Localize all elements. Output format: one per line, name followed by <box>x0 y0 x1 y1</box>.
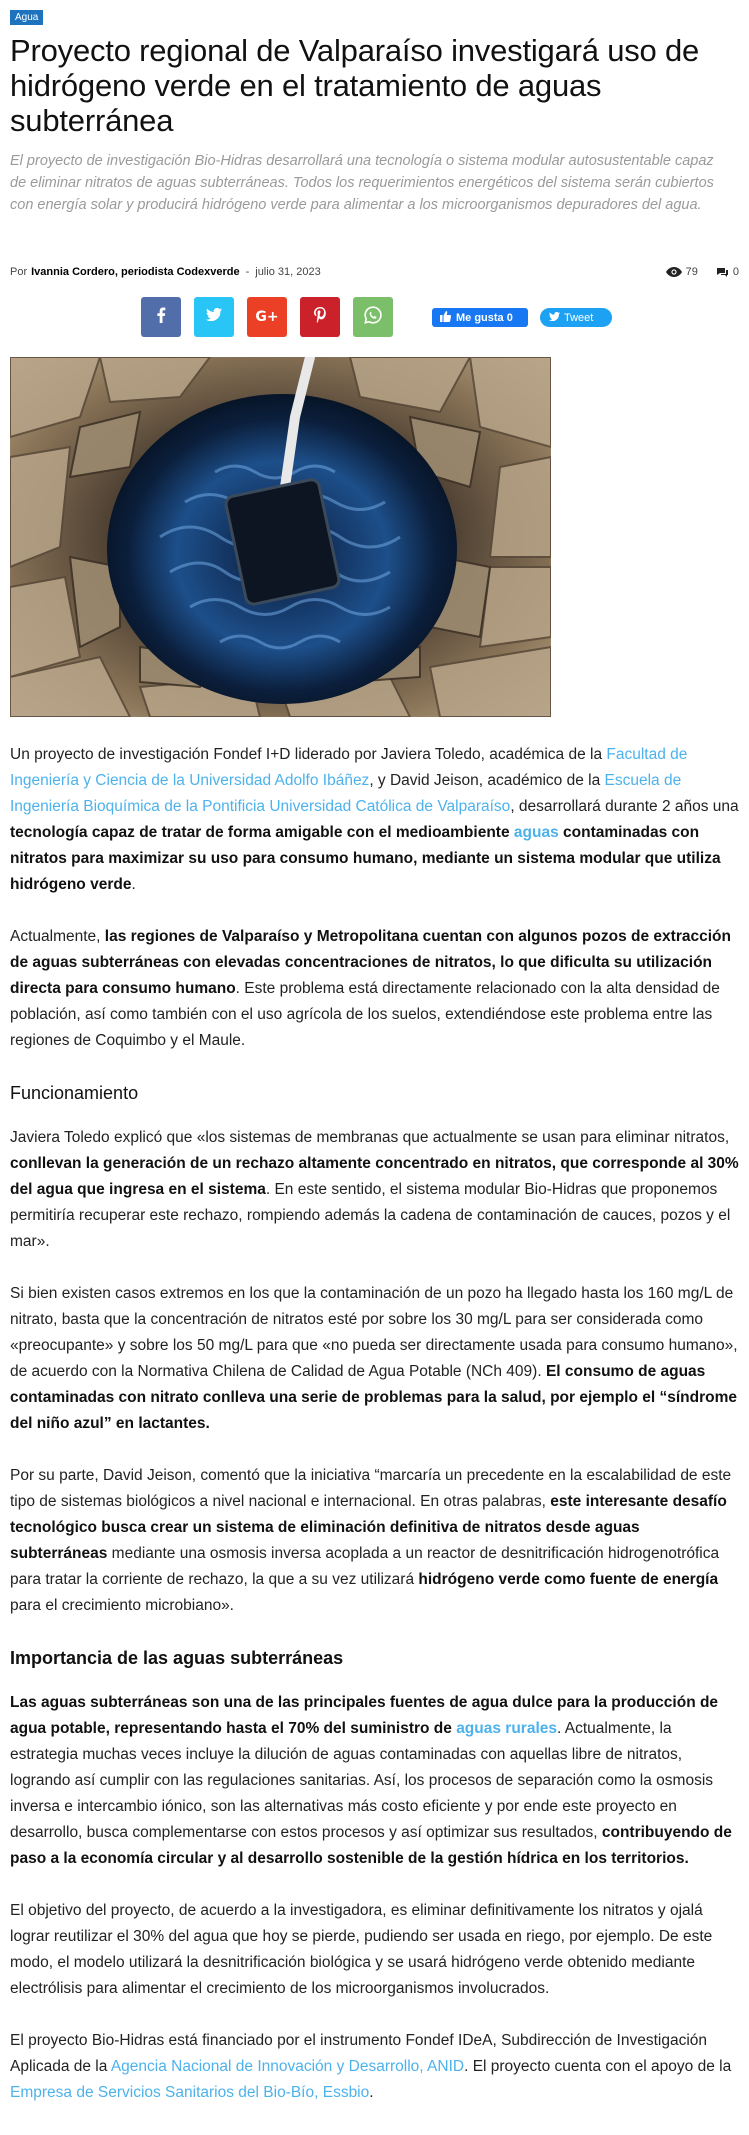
googleplus-share-button[interactable] <box>247 297 287 337</box>
facebook-share-button[interactable] <box>141 297 181 337</box>
tweet-button[interactable] <box>540 308 612 327</box>
eye-icon <box>666 267 682 277</box>
whatsapp-icon <box>364 306 382 329</box>
comments-count[interactable]: 0 <box>732 266 739 278</box>
twitter-bird-icon <box>206 308 222 326</box>
category-tag[interactable]: Agua <box>10 10 43 25</box>
paragraph: Un proyecto de investigación Fondef I+D liderado por Javiera Toledo, académica de la Facultad de Ingeniería y Ciencia de la Universidad Adolfo Ibáñez, y David Jeison, académico de la Escuela de Ingeniería Bioquímica de la Pontificia Universidad Católica de Valparaíso, desarrollará durante 2 años una tecnología capaz de tratar de forma amigable con el medioambiente aguas contaminadas con nitratos para maximizar su uso para consumo humano, mediante un sistema modular que utiliza hidrógeno verde. <box>10 746 739 893</box>
paragraph: El proyecto Bio-Hidras está financiado por el instrumento Fondef IDeA, Subdirección de Investigación Aplicada de la Agencia Nacional de Innovación y Desarrollo, ANID. El proyecto cuenta con el apoyo de la Empresa de Servicios Sanitarios del Bio-Bío, Essbio. <box>10 2032 732 2101</box>
link-uai[interactable]: Facultad de Ingeniería y Ciencia de la Universidad Adolfo Ibáñez <box>10 746 688 789</box>
author-link[interactable]: Ivannia Cordero, periodista Codexverde <box>31 266 240 278</box>
twitter-small-icon <box>549 312 560 324</box>
paragraph: Si bien existen casos extremos en los que la contaminación de un pozo ha llegado hasta los 160 mg/L de nitrato, basta que la concentración de nitratos esté por sobre los 30 mg/L para ser considerada como «preocupante» y sobre los 50 mg/L para que «no pueda ser directamente usada para consumo humano», de acuerdo con la Normativa Chilena de Calidad de Agua Potable (NCh 409). El consumo de aguas contaminadas con nitrato conlleva una serie de problemas para la salud, por ejemplo el “síndrome del niño azul” en lactantes. <box>10 1285 738 1432</box>
link-aguas[interactable]: aguas <box>513 824 559 841</box>
paragraph: Javiera Toledo explicó que «los sistemas de membranas que actualmente se usan para eliminar nitratos, conllevan la generación de un rechazo altamente concentrado en nitratos, que corresponde al 30% del agua que ingresa en el sistema. En este sentido, el sistema modular Bio-Hidras que proponemos permitiría recuperar este rechazo, rompiendo además la cadena de contaminación de cauces, pozos y el mar». <box>10 1129 739 1250</box>
link-anid[interactable]: Agencia Nacional de Innovación y Desarrollo, ANID <box>110 2058 465 2075</box>
paragraph: Las aguas subterráneas son una de las principales fuentes de agua dulce para la producción de agua potable, representando hasta el 70% del suministro de aguas rurales. Actualmente, la estrategia muchas veces incluye la dilución de aguas contaminadas con aquellas libre de nitratos, logrando así cumplir con las regulaciones sanitarias. Así, los procesos de separación como la osmosis inversa e intercambio iónico, son las alternativas más costo eficiente y por ende este proyecto en desarrollo, busca complementarse con estos procesos y así optimizar sus resultados, contribuyendo de paso a la economía circular y al desarrollo sostenible de la gestión hídrica en los territorios. <box>10 1694 732 1867</box>
like-label: Me gusta 0 <box>456 311 513 324</box>
googleplus-icon: G+ <box>255 309 279 325</box>
link-pucv[interactable]: Escuela de Ingeniería Bioquímica de la Pontificia Universidad Católica de Valparaíso <box>10 772 682 815</box>
pinterest-share-button[interactable] <box>300 297 340 337</box>
meta-separator: - <box>245 266 250 278</box>
facebook-icon <box>156 307 166 328</box>
section-heading: Funcionamiento <box>10 1083 139 1103</box>
author-prefix: Por <box>10 266 28 278</box>
section-heading: Importancia de las aguas subterráneas <box>10 1648 344 1668</box>
article-meta <box>10 263 739 281</box>
facebook-like-button[interactable] <box>432 308 528 327</box>
pinterest-icon <box>314 307 326 328</box>
tweet-label: Tweet <box>564 311 594 324</box>
views-count: 79 <box>685 266 698 278</box>
paragraph: Actualmente, las regiones de Valparaíso y Metropolitana cuentan con algunos pozos de extracción de aguas subterráneas con elevadas concentraciones de nitratos, lo que dificulta su utilización directa para consumo humano. Este problema está directamente relacionado con la alta densidad de población, así como también con el uso agrícola de los suelos, extendiéndose este problema entre las regiones de Coquimbo y el Maule. <box>10 928 731 1049</box>
comment-icon[interactable] <box>716 267 729 278</box>
article-body <box>10 742 740 2132</box>
paragraph: Por su parte, David Jeison, comentó que la iniciativa “marcaría un precedente en la escalabilidad de este tipo de sistemas biológicos a nivel nacional e internacional. En otras palabras, este interesante desafío tecnológico busca crear un sistema de eliminación definitiva de nitratos desde aguas subterráneas mediante una osmosis inversa acoplada a un reactor de desnitrificación hidrogenotrófica para tratar la corriente de rechazo, la que a su vez utilizará hidrógeno verde como fuente de energía para el crecimiento microbiano». <box>10 1467 732 1614</box>
link-aguas-rurales[interactable]: aguas rurales <box>456 1720 557 1737</box>
hero-image-well <box>10 357 551 717</box>
link-essbio[interactable]: Empresa de Servicios Sanitarios del Bio-Bío, Essbio <box>10 2084 370 2101</box>
share-buttons <box>141 297 393 337</box>
paragraph: El objetivo del proyecto, de acuerdo a la investigadora, es eliminar definitivamente los nitratos y ojalá lograr reutilizar el 30% del agua que hoy se pierde, pudiendo ser usada en riego, por ejemplo. De este modo, el modelo utilizará la desnitrificación biológica y se usará hidrógeno verde obtenido mediante electrólisis para alimentar el crecimiento de los microorganismos involucrados. <box>10 1902 713 1997</box>
whatsapp-share-button[interactable] <box>353 297 393 337</box>
article-title: Proyecto regional de Valparaíso investigará uso de hidrógeno verde en el tratamiento de aguas subterránea <box>10 33 700 138</box>
thumbs-up-icon <box>440 311 451 325</box>
article-stats <box>666 266 739 278</box>
article-subtitle: El proyecto de investigación Bio-Hidras desarrollará una tecnología o sistema modular autosustentable capaz de eliminar nitratos de aguas subterráneas. Todos los requerimientos energéticos del sistema serán cubiertos con energía solar y producirá hidrógeno verde para alimentar a los microorganismos depuradores del agua. <box>10 153 714 213</box>
twitter-share-button[interactable] <box>194 297 234 337</box>
publish-date: julio 31, 2023 <box>255 266 321 278</box>
